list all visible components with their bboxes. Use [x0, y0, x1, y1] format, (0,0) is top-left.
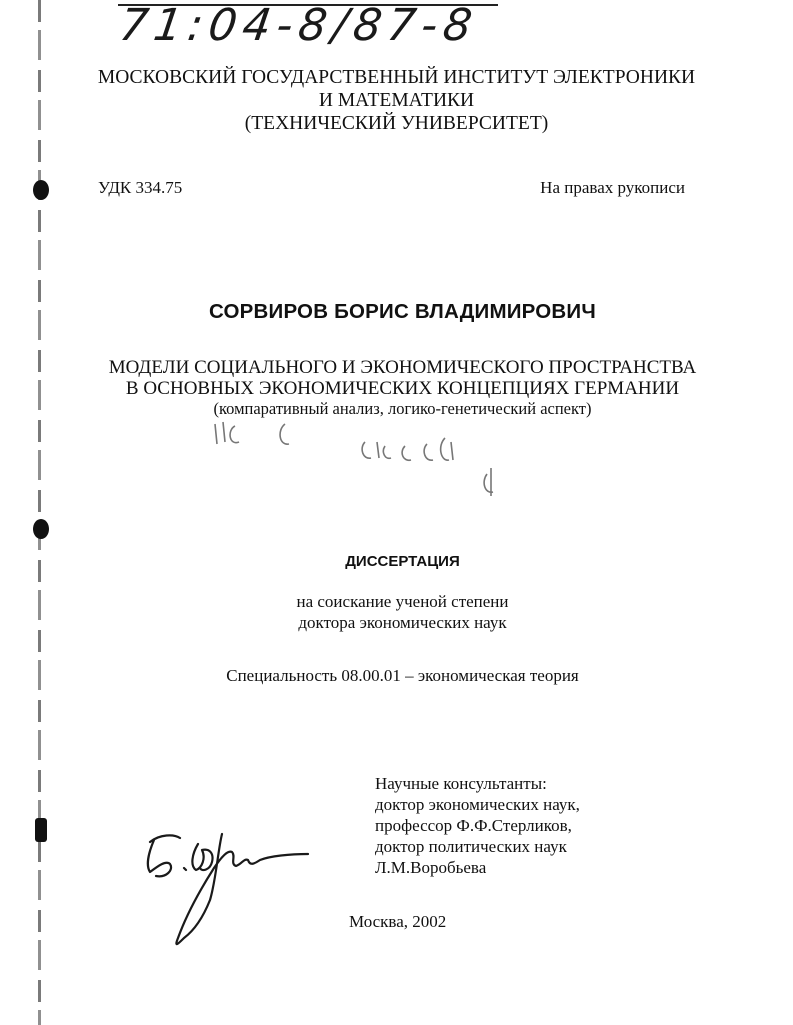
author-name: СОРВИРОВ БОРИС ВЛАДИМИРОВИЧ	[209, 300, 596, 323]
binding-hole-top	[33, 180, 49, 200]
binding-hole-bottom	[35, 818, 47, 842]
degree-line-2: доктора экономических наук	[298, 613, 507, 632]
advisor-line-1: доктор экономических наук,	[375, 795, 580, 814]
institute-line-3: (ТЕХНИЧЕСКИЙ УНИВЕРСИТЕТ)	[244, 113, 549, 134]
specialty: Специальность 08.00.01 – экономическая теория	[226, 666, 579, 685]
title-line-1: МОДЕЛИ СОЦИАЛЬНОГО И ЭКОНОМИЧЕСКОГО ПРОСТРАНСТВА	[108, 357, 697, 378]
faint-handwritten-marks	[205, 412, 525, 502]
author-signature	[140, 820, 320, 955]
binding-edge	[38, 0, 41, 1025]
dissertation-title	[0, 357, 793, 419]
advisor-line-4: Л.М.Воробьева	[375, 858, 487, 877]
degree-sought	[0, 591, 793, 633]
advisor-line-3: доктор политических наук	[375, 837, 567, 856]
title-subtitle: (компаративный анализ, логико-генетический аспект)	[213, 399, 592, 418]
scientific-advisors	[375, 773, 580, 878]
work-type: ДИССЕРТАЦИЯ	[345, 553, 460, 570]
binding-hole-middle	[33, 519, 49, 539]
udk-code: УДК 334.75	[98, 178, 183, 197]
title-line-2: В ОСНОВНЫХ ЭКОНОМИЧЕСКИХ КОНЦЕПЦИЯХ ГЕРМАНИИ	[125, 378, 680, 399]
institute-line-1: МОСКОВСКИЙ ГОСУДАРСТВЕННЫЙ ИНСТИТУТ ЭЛЕКТРОНИКИ	[97, 67, 696, 88]
advisors-heading: Научные консультанты:	[375, 774, 547, 793]
degree-line-1: на соискание ученой степени	[296, 592, 509, 611]
advisor-line-2: профессор Ф.Ф.Стерликов,	[375, 816, 572, 835]
place-and-year: Москва, 2002	[349, 912, 447, 931]
institute-line-2: И МАТЕМАТИКИ	[318, 90, 475, 111]
archive-code: 71:04-8/87-8	[116, 0, 481, 51]
rights-notice: На правах рукописи	[540, 178, 685, 197]
institute-name	[0, 66, 793, 135]
